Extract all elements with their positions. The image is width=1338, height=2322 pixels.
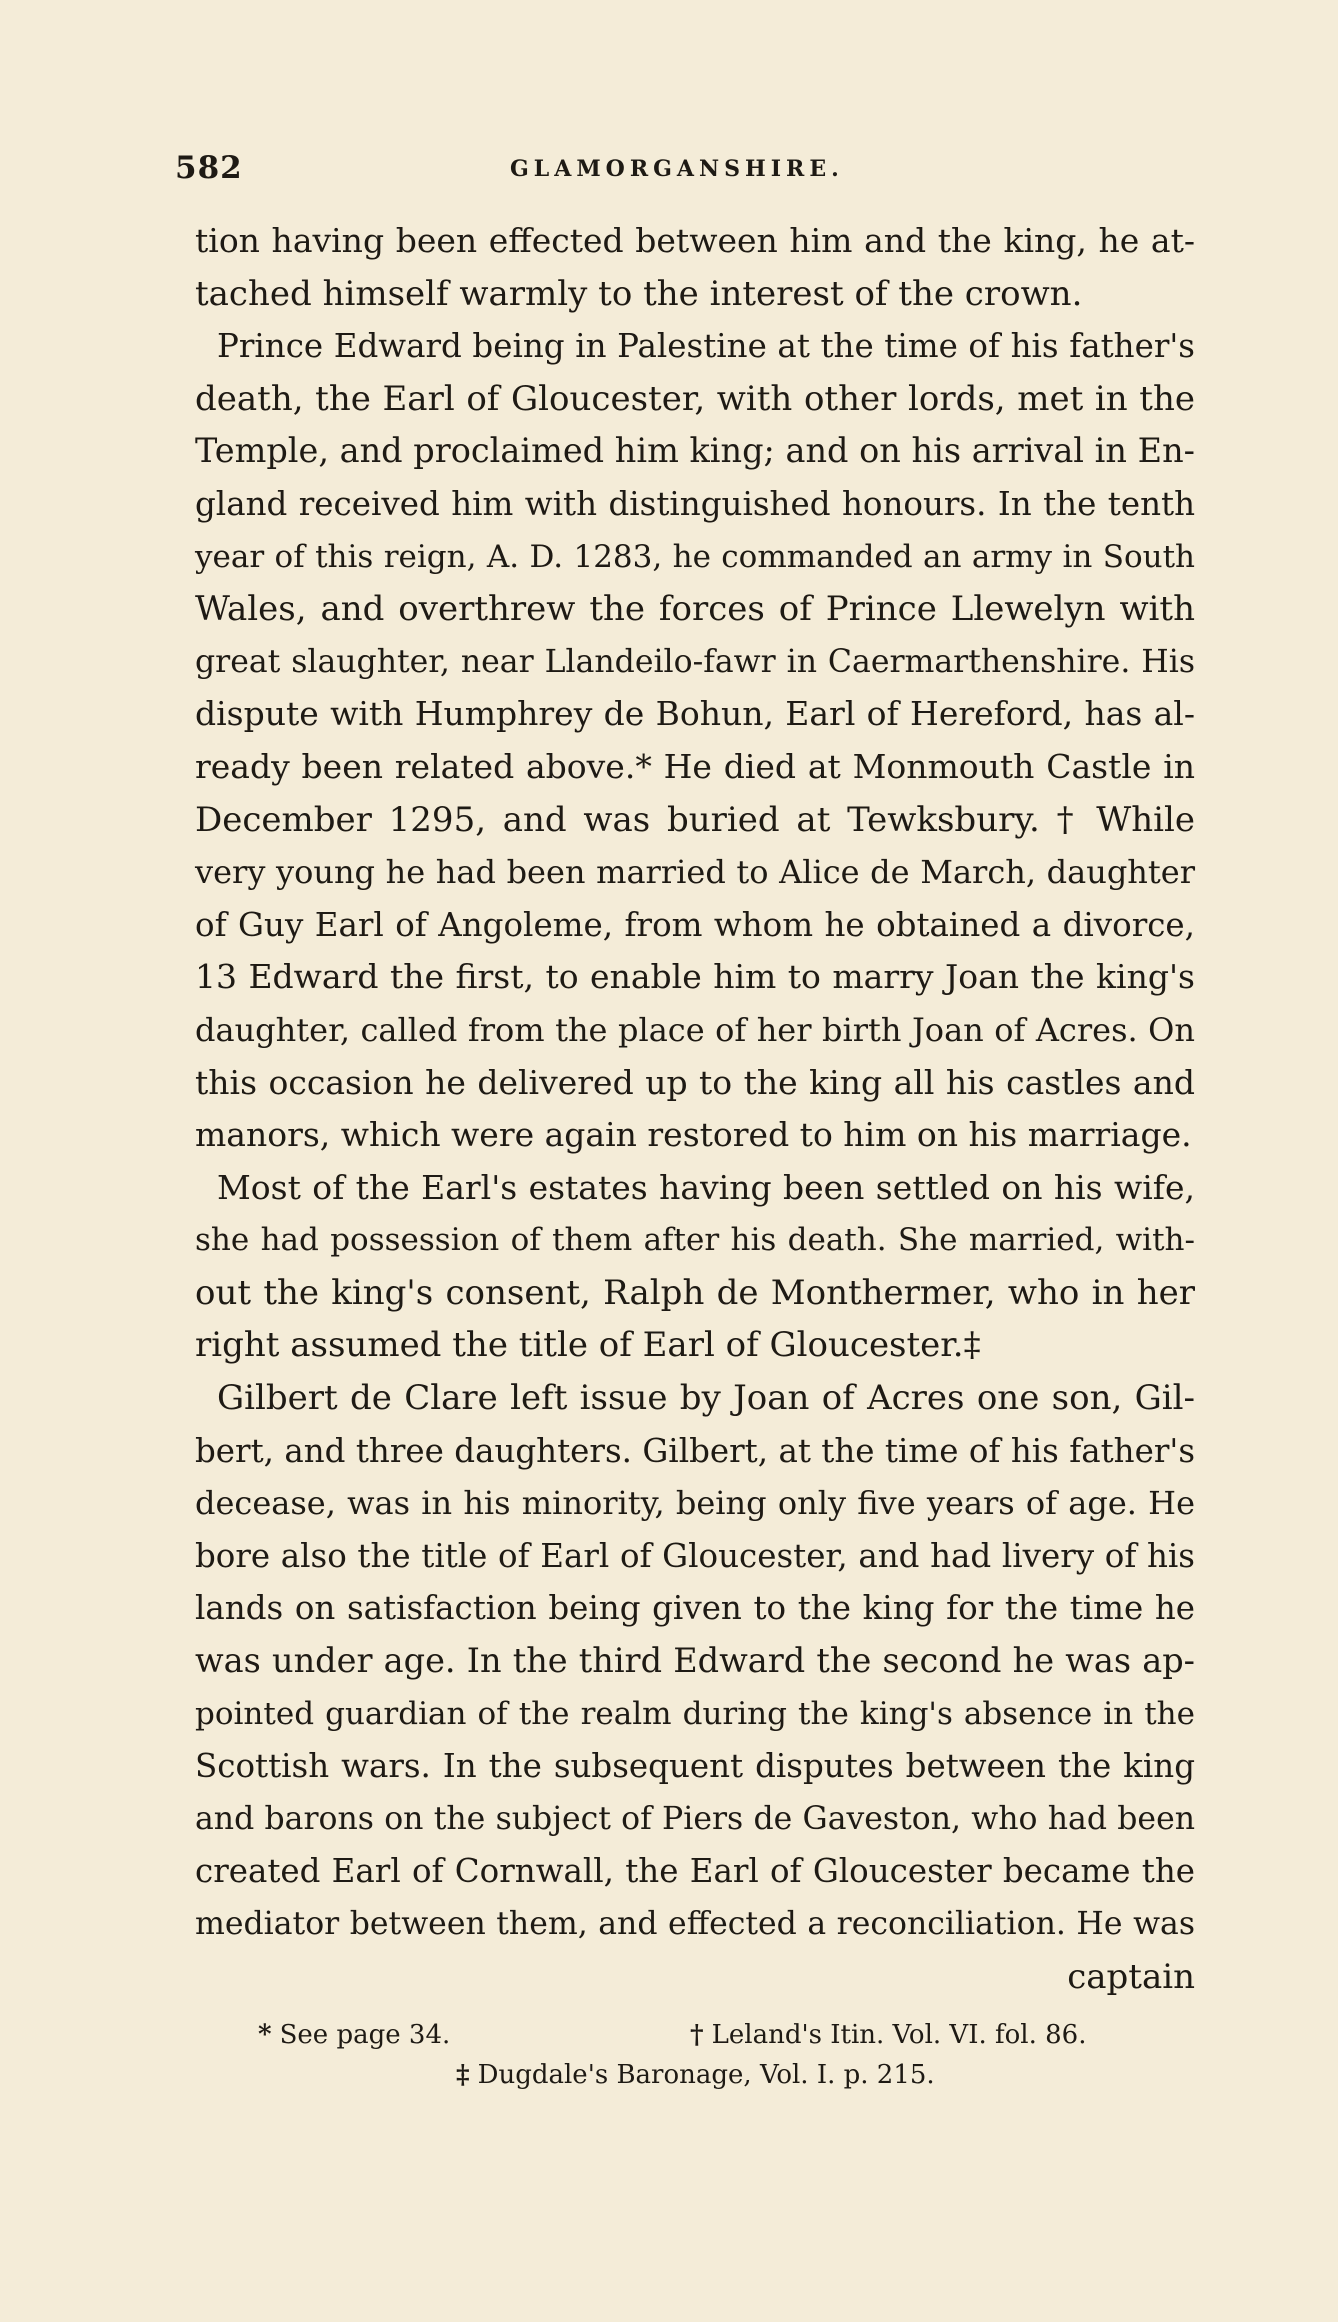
text-line: right assumed the title of Earl of Gloucester.‡ xyxy=(195,1325,981,1366)
text-line: Gilbert de Clare left issue by Joan of Acres one son, Gil- xyxy=(217,1378,1195,1419)
text-line: Prince Edward being in Palestine at the time of his father's xyxy=(217,327,1195,366)
text-line: Scottish wars. In the subsequent disputes between the king xyxy=(195,1747,1195,1786)
catchword: captain xyxy=(1067,1956,1195,1997)
text-line: dispute with Humphrey de Bohun, Earl of Hereford, has al- xyxy=(195,694,1195,734)
page-number: 582 xyxy=(175,150,243,186)
footnote-1 xyxy=(258,2020,450,2050)
footnote-mark: † xyxy=(690,2020,704,2050)
text-line: great slaughter, near Llandeilo-fawr in Caermarthenshire. His xyxy=(195,643,1195,680)
footnote-text: Leland's Itin. Vol. VI. fol. 86. xyxy=(711,2020,1087,2050)
footnote-mark: ‡ xyxy=(456,2060,470,2090)
text-line: mediator between them, and effected a reconciliation. He was xyxy=(195,1906,1195,1942)
text-line: she had possession of them after his death. She married, with- xyxy=(195,1222,1195,1259)
text-line: bore also the title of Earl of Gloucester, and had livery of his xyxy=(195,1536,1195,1575)
body-text xyxy=(195,215,1195,2003)
text-line: tion having been effected between him and the king, he at- xyxy=(195,221,1195,260)
text-line: this occasion he delivered up to the king all his castles and xyxy=(195,1062,1195,1102)
footnote-mark: * xyxy=(258,2020,272,2050)
text-line: Wales, and overthrew the forces of Prince Llewelyn with xyxy=(195,589,1195,630)
footnote-2 xyxy=(690,2020,1086,2050)
running-head: GLAMORGANSHIRE. xyxy=(510,156,844,182)
page-header xyxy=(175,150,1175,200)
text-line: gland received him with distinguished honours. In the tenth xyxy=(195,484,1195,523)
text-line: bert, and three daughters. Gilbert, at the time of his father's xyxy=(195,1431,1195,1470)
text-line: very young he had been married to Alice de March, daughter xyxy=(195,853,1195,892)
text-line: created Earl of Cornwall, the Earl of Gloucester became the xyxy=(195,1852,1195,1891)
footnote-text: Dugdale's Baronage, Vol. I. p. 215. xyxy=(477,2060,935,2090)
text-line: daughter, called from the place of her birth Joan of Acres. On xyxy=(195,1010,1195,1049)
text-line: Temple, and proclaimed him king; and on his arrival in En- xyxy=(195,431,1195,471)
text-line: tached himself warmly to the interest of the crown. xyxy=(195,273,1083,314)
text-line: 13 Edward the first, to enable him to marry Joan the king's xyxy=(195,957,1195,997)
text-line: lands on satisfaction being given to the king for the time he xyxy=(195,1589,1195,1628)
text-line: year of this reign, A. D. 1283, he commanded an army in South xyxy=(195,538,1195,575)
text-line: Most of the Earl's estates having been settled on his wife, xyxy=(217,1167,1195,1207)
text-line: pointed guardian of the realm during the king's absence in the xyxy=(195,1695,1195,1732)
footnote-3 xyxy=(456,2060,935,2090)
text-line: death, the Earl of Gloucester, with other lords, met in the xyxy=(195,378,1195,419)
footnote-text: See page 34. xyxy=(279,2020,451,2050)
text-line: was under age. In the third Edward the second he was ap- xyxy=(195,1641,1195,1681)
text-line: December 1295, and was buried at Tewksbury. † While xyxy=(195,799,1195,840)
text-line: decease, was in his minority, being only five years of age. He xyxy=(195,1484,1195,1523)
text-line: manors, which were again restored to him on his marriage. xyxy=(195,1115,1192,1155)
text-line: out the king's consent, Ralph de Monthermer, who in her xyxy=(195,1272,1195,1313)
text-line: ready been related above.* He died at Monmouth Castle in xyxy=(195,746,1195,786)
text-line: and barons on the subject of Piers de Gaveston, who had been xyxy=(195,1800,1195,1837)
text-line: of Guy Earl of Angoleme, from whom he obtained a divorce, xyxy=(195,905,1195,944)
